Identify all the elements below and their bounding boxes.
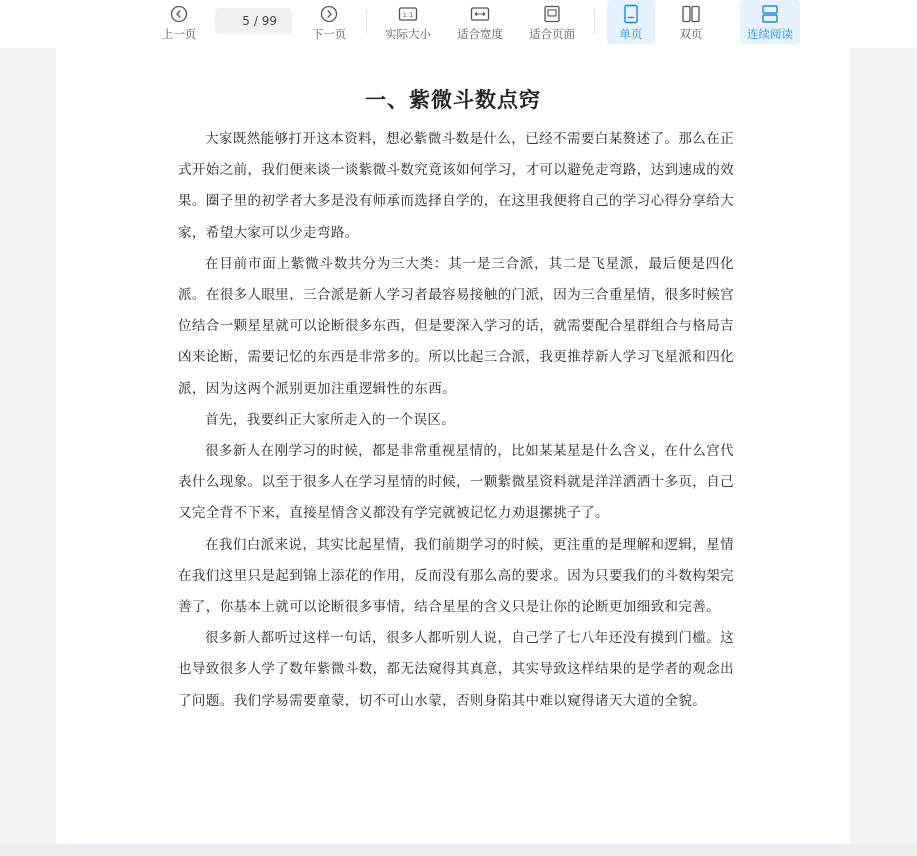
next-page-button[interactable] [308, 0, 350, 44]
actual-size-label: 实际大小 [385, 27, 431, 41]
fit-page-label: 适合页面 [529, 27, 575, 41]
document-page [56, 48, 850, 844]
page-indicator [215, 8, 292, 34]
toolbar-divider [594, 10, 595, 34]
paragraph: 大家既然能够打开这本资料，想必紫微斗数是什么，已经不需要白某赘述了。那么在正式开始之前，我们便来谈一谈紫微斗数究竟该如何学习，才可以避免走弯路，达到速成的效果。圈子里的初学者大多是没有师承而选择自学的，在这里我便将自己的学习心得分享给大家，希望大家可以少走弯路。 [178, 131, 734, 241]
actual-size-icon [398, 4, 418, 24]
fit-width-label: 适合宽度 [457, 27, 503, 41]
document-body [178, 124, 734, 717]
svg-text:1:1: 1:1 [402, 11, 414, 19]
paragraph: 在我们白派来说，其实比起星情，我们前期学习的时候，更注重的是理解和逻辑，星情在我们这里只是起到锦上添花的作用，反而没有那么高的要求。因为只要我们的斗数构架完善了，你基本上就可以论断很多事情，结合星星的含义只是让你的论断更加细致和完善。 [178, 536, 734, 616]
fit-page-button[interactable] [524, 0, 580, 44]
single-page-icon [621, 4, 641, 24]
double-page-icon [681, 4, 701, 24]
toolbar-divider [366, 10, 367, 34]
double-page-button[interactable] [670, 0, 712, 44]
chevron-left-circle-icon [169, 4, 189, 24]
paragraph: 很多新人都听过这样一句话，很多人都听别人说，自己学了七八年还没有摸到门槛。这也导致很多人学了数年紫微斗数，都无法窥得其真意，其实导致这样结果的是学者的观念出了问题。我们学易需要童蒙，切不可山水蒙，否则身陷其中难以窥得诸天大道的全貌。 [178, 630, 734, 709]
total-pages: / 99 [253, 14, 278, 28]
paragraph: 在目前市面上紫微斗数共分为三大类：其一是三合派，其二是飞星派，最后便是四化派。在很多人眼里，三合派是新人学习者最容易接触的门派，因为三合重星情，很多时候宫位结合一颗星星就可以论断很多东西，但是要深入学习的话，就需要配合星群组合与格局吉凶来论断，需要记忆的东西是非常多的。所以比起三合派，我更推荐新人学习飞星派和四化派，因为这两个派别更加注重逻辑性的东西。 [178, 255, 734, 397]
document-viewport[interactable] [0, 48, 917, 844]
current-page-input[interactable] [230, 14, 250, 28]
chevron-right-circle-icon [319, 4, 339, 24]
prev-page-label: 上一页 [161, 27, 197, 41]
toolbar [0, 0, 917, 48]
prev-page-button[interactable] [158, 0, 200, 44]
continuous-reading-label: 连续阅读 [747, 27, 793, 41]
single-page-label: 单页 [619, 27, 643, 41]
continuous-reading-button[interactable] [740, 0, 800, 44]
double-page-label: 双页 [679, 27, 703, 41]
single-page-button[interactable] [607, 0, 655, 44]
paragraph: 很多新人在刚学习的时候，都是非常重视星情的，比如某某星是什么含义，在什么宫代表什么现象。以至于很多人在学习星情的时候，一颗紫微星资料就是洋洋洒洒十多页，自己又完全背不下来，直接星情含义都没有学完就被记忆力劝退摞挑子了。 [178, 443, 734, 522]
continuous-scroll-icon [760, 4, 780, 24]
next-page-label: 下一页 [311, 27, 347, 41]
bottom-scroll-track [0, 844, 917, 856]
actual-size-button[interactable] [380, 0, 436, 44]
fit-page-icon [542, 4, 562, 24]
fit-width-button[interactable] [452, 0, 508, 44]
paragraph: 首先，我要纠正大家所走入的一个误区。 [205, 411, 456, 428]
fit-width-icon [470, 4, 490, 24]
page-title: 一、紫微斗数点窍 [365, 88, 541, 112]
